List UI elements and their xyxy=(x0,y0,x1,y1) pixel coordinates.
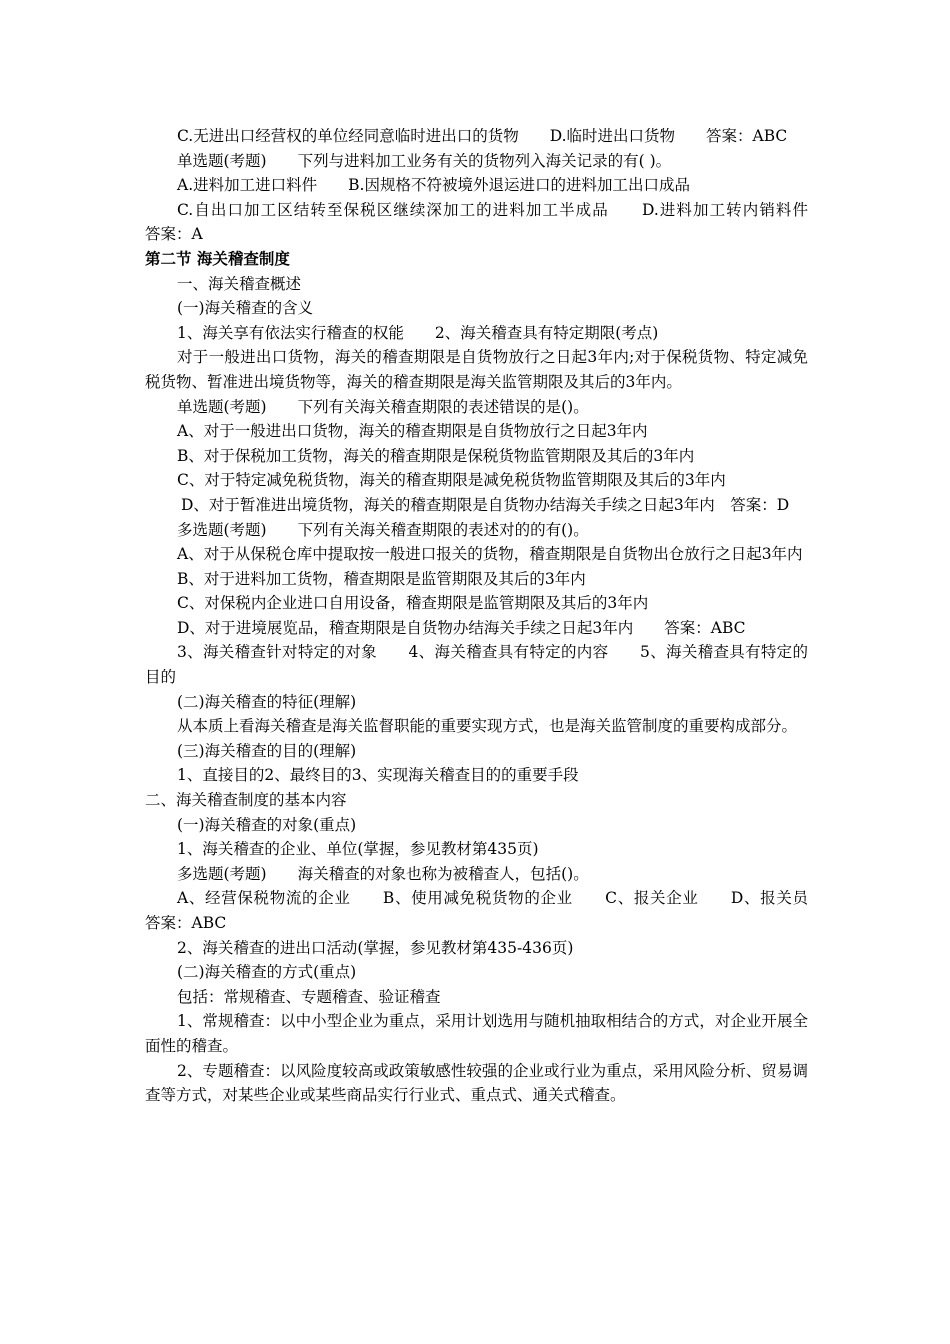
paragraph: 2、海关稽查的进出口活动(掌握，参见教材第435-436页) xyxy=(177,938,574,957)
option-line: C、对于特定减免税货物，海关的稽查期限是减免税货物监管期限及其后的3年内 xyxy=(177,471,726,490)
paragraph: 2、专题稽查：以风险度较高或政策敏感性较强的企业或行业为重点，采用风险分析、贸易调查等方式，对某些企业或某些商品实行行业式、重点式、通关式稽查。 xyxy=(145,1061,808,1105)
paragraph: 3、海关稽查针对特定的对象 4、海关稽查具有特定的内容 5、海关稽查具有特定的目的 xyxy=(145,643,808,687)
document-page xyxy=(145,124,840,1108)
option-line: D、对于进境展览品，稽查期限是自货物办结海关手续之日起3年内 答案：ABC xyxy=(177,618,746,637)
subheading: (二)海关稽查的方式(重点) xyxy=(177,963,357,982)
question-line: 单选题(考题) 下列与进料加工业务有关的货物列入海关记录的有( )。 xyxy=(177,151,672,170)
subheading: (二)海关稽查的特征(理解) xyxy=(177,692,357,711)
paragraph: 1、常规稽查：以中小型企业为重点，采用计划选用与随机抽取相结合的方式，对企业开展全面性的稽查。 xyxy=(145,1012,808,1055)
subheading: (三)海关稽查的目的(理解) xyxy=(177,741,357,760)
question-line: 单选题(考题) 下列有关海关稽查期限的表述错误的是()。 xyxy=(177,397,589,416)
paragraph: 1、海关稽查的企业、单位(掌握，参见教材第435页) xyxy=(177,840,539,859)
paragraph: 从本质上看海关稽查是海关监督职能的重要实现方式，也是海关监管制度的重要构成部分。 xyxy=(177,717,798,736)
paragraph: 对于一般进出口货物，海关的稽查期限是自货物放行之日起3年内;对于保税货物、特定减免税货物、暂准进出境货物等，海关的稽查期限是海关监管期限及其后的3年内。 xyxy=(145,348,808,391)
question-line: 多选题(考题) 下列有关海关稽查期限的表述对的的有()。 xyxy=(177,520,589,539)
subheading: (一)海关稽查的对象(重点) xyxy=(177,815,357,834)
subheading: 二、海关稽查制度的基本内容 xyxy=(145,791,347,810)
option-line: D、对于暂准进出境货物，海关的稽查期限是自货物办结海关手续之日起3年内 答案：D xyxy=(181,495,790,514)
paragraph: 1、直接目的2、最终目的3、实现海关稽查目的的重要手段 xyxy=(177,766,579,785)
paragraph: 包括：常规稽查、专题稽查、验证稽查 xyxy=(177,987,441,1006)
option-line: A、经营保税物流的企业 B、使用减免税货物的企业 C、报关企业 D、报关员 答案：ABC xyxy=(145,889,840,932)
section-heading: 第二节 海关稽查制度 xyxy=(145,249,290,268)
option-line: A、对于从保税仓库中提取按一般进口报关的货物，稽查期限是自货物出仓放行之日起3年内 xyxy=(177,545,803,564)
paragraph: 1、海关享有依法实行稽查的权能 2、海关稽查具有特定期限(考点) xyxy=(177,323,659,342)
paragraph: C.无进出口经营权的单位经同意临时进出口的货物 D.临时进出口货物 答案：ABC xyxy=(177,127,788,145)
subheading: 一、海关稽查概述 xyxy=(177,274,302,293)
option-line: C、对保税内企业进口自用设备，稽查期限是监管期限及其后的3年内 xyxy=(177,594,649,613)
option-line: A、对于一般进出口货物，海关的稽查期限是自货物放行之日起3年内 xyxy=(177,422,648,441)
option-line: B、对于保税加工货物，海关的稽查期限是保税货物监管期限及其后的3年内 xyxy=(177,446,695,465)
option-line: B、对于进料加工货物，稽查期限是监管期限及其后的3年内 xyxy=(177,569,586,588)
option-line: A.进料加工进口料件 B.因规格不符被境外退运进口的进料加工出口成品 xyxy=(177,176,690,195)
subheading: (一)海关稽查的含义 xyxy=(177,299,314,318)
question-line: 多选题(考题) 海关稽查的对象也称为被稽查人，包括()。 xyxy=(177,864,589,883)
option-line: C.自出口加工区结转至保税区继续深加工的进料加工半成品 D.进料加工转内销料件 答案：A xyxy=(145,200,840,244)
